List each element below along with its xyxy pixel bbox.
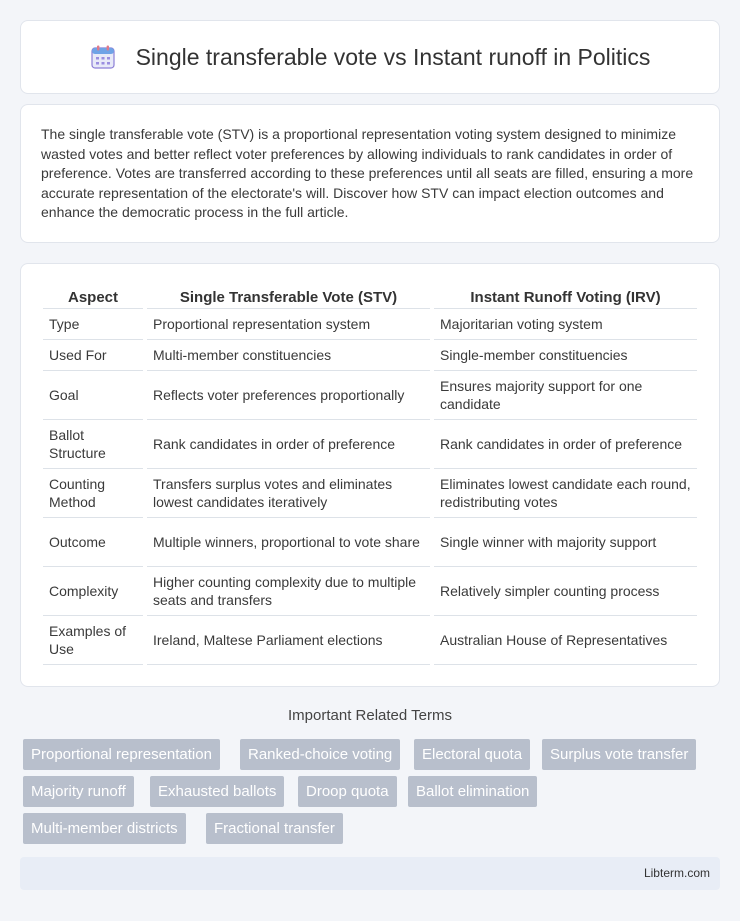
row-stv: Higher counting complexity due to multiple seats and transfers <box>147 567 430 616</box>
row-stv: Transfers surplus votes and eliminates lowest candidates iteratively <box>147 469 430 518</box>
table-row <box>43 309 697 340</box>
row-aspect: Used For <box>43 340 143 371</box>
table-row <box>43 616 697 665</box>
row-aspect: Type <box>43 309 143 340</box>
row-aspect: Counting Method <box>43 469 143 518</box>
row-irv: Eliminates lowest candidate each round, redistributing votes <box>434 469 697 518</box>
row-aspect: Outcome <box>43 518 143 567</box>
row-irv: Single-member constituencies <box>434 340 697 371</box>
calendar-icon <box>90 44 116 70</box>
title-card <box>20 20 720 94</box>
tag-electoral-quota[interactable]: Electoral quota <box>414 739 530 770</box>
tag-fractional-transfer[interactable]: Fractional transfer <box>206 813 343 844</box>
page-title: Single transferable vote vs Instant runoff in Politics <box>135 43 651 70</box>
tag-surplus-vote-transfer[interactable]: Surplus vote transfer <box>542 739 696 770</box>
row-irv: Rank candidates in order of preference <box>434 420 697 469</box>
related-terms-title: Important Related Terms <box>288 707 452 724</box>
row-stv: Proportional representation system <box>147 309 430 340</box>
comparison-table <box>39 284 701 665</box>
row-aspect: Goal <box>43 371 143 420</box>
row-irv: Majoritarian voting system <box>434 309 697 340</box>
column-header-irv: Instant Runoff Voting (IRV) <box>434 284 697 309</box>
table-row <box>43 518 697 567</box>
tag-exhausted-ballots[interactable]: Exhausted ballots <box>150 776 284 807</box>
table-row <box>43 567 697 616</box>
row-aspect: Complexity <box>43 567 143 616</box>
row-aspect: Ballot Structure <box>43 420 143 469</box>
row-irv: Ensures majority support for one candidate <box>434 371 697 420</box>
tag-ballot-elimination[interactable]: Ballot elimination <box>408 776 537 807</box>
intro-card <box>20 104 720 243</box>
table-row <box>43 469 697 518</box>
tag-ranked-choice-voting[interactable]: Ranked-choice voting <box>240 739 400 770</box>
footer-site-link[interactable]: Libterm.com <box>643 866 710 880</box>
intro-text: The single transferable vote (STV) is a proportional representation voting system designed to minimize wasted votes and better reflect voter preferences by allowing individuals to rank candidates in order of preference. Votes are transferred according to these preferences until all seats are filled, ensuring a more accurate representation of the electorate's will. Discover how STV can impact election outcomes and enhance the democratic process in the full article. <box>41 126 694 220</box>
row-aspect: Examples of Use <box>43 616 143 665</box>
table-row <box>43 420 697 469</box>
table-row <box>43 340 697 371</box>
footer <box>20 857 720 890</box>
row-irv: Australian House of Representatives <box>434 616 697 665</box>
row-stv: Multiple winners, proportional to vote share <box>147 518 430 567</box>
column-header-stv: Single Transferable Vote (STV) <box>147 284 430 309</box>
row-stv: Ireland, Maltese Parliament elections <box>147 616 430 665</box>
row-stv: Rank candidates in order of preference <box>147 420 430 469</box>
tag-majority-runoff[interactable]: Majority runoff <box>23 776 134 807</box>
tag-multi-member-districts[interactable]: Multi-member districts <box>23 813 186 844</box>
tag-droop-quota[interactable]: Droop quota <box>298 776 397 807</box>
table-header-row <box>43 284 697 309</box>
row-stv: Reflects voter preferences proportionally <box>147 371 430 420</box>
comparison-card <box>20 263 720 687</box>
tag-proportional-representation[interactable]: Proportional representation <box>23 739 220 770</box>
table-row <box>43 371 697 420</box>
row-irv: Relatively simpler counting process <box>434 567 697 616</box>
column-header-aspect: Aspect <box>43 284 143 309</box>
row-stv: Multi-member constituencies <box>147 340 430 371</box>
row-irv: Single winner with majority support <box>434 518 697 567</box>
